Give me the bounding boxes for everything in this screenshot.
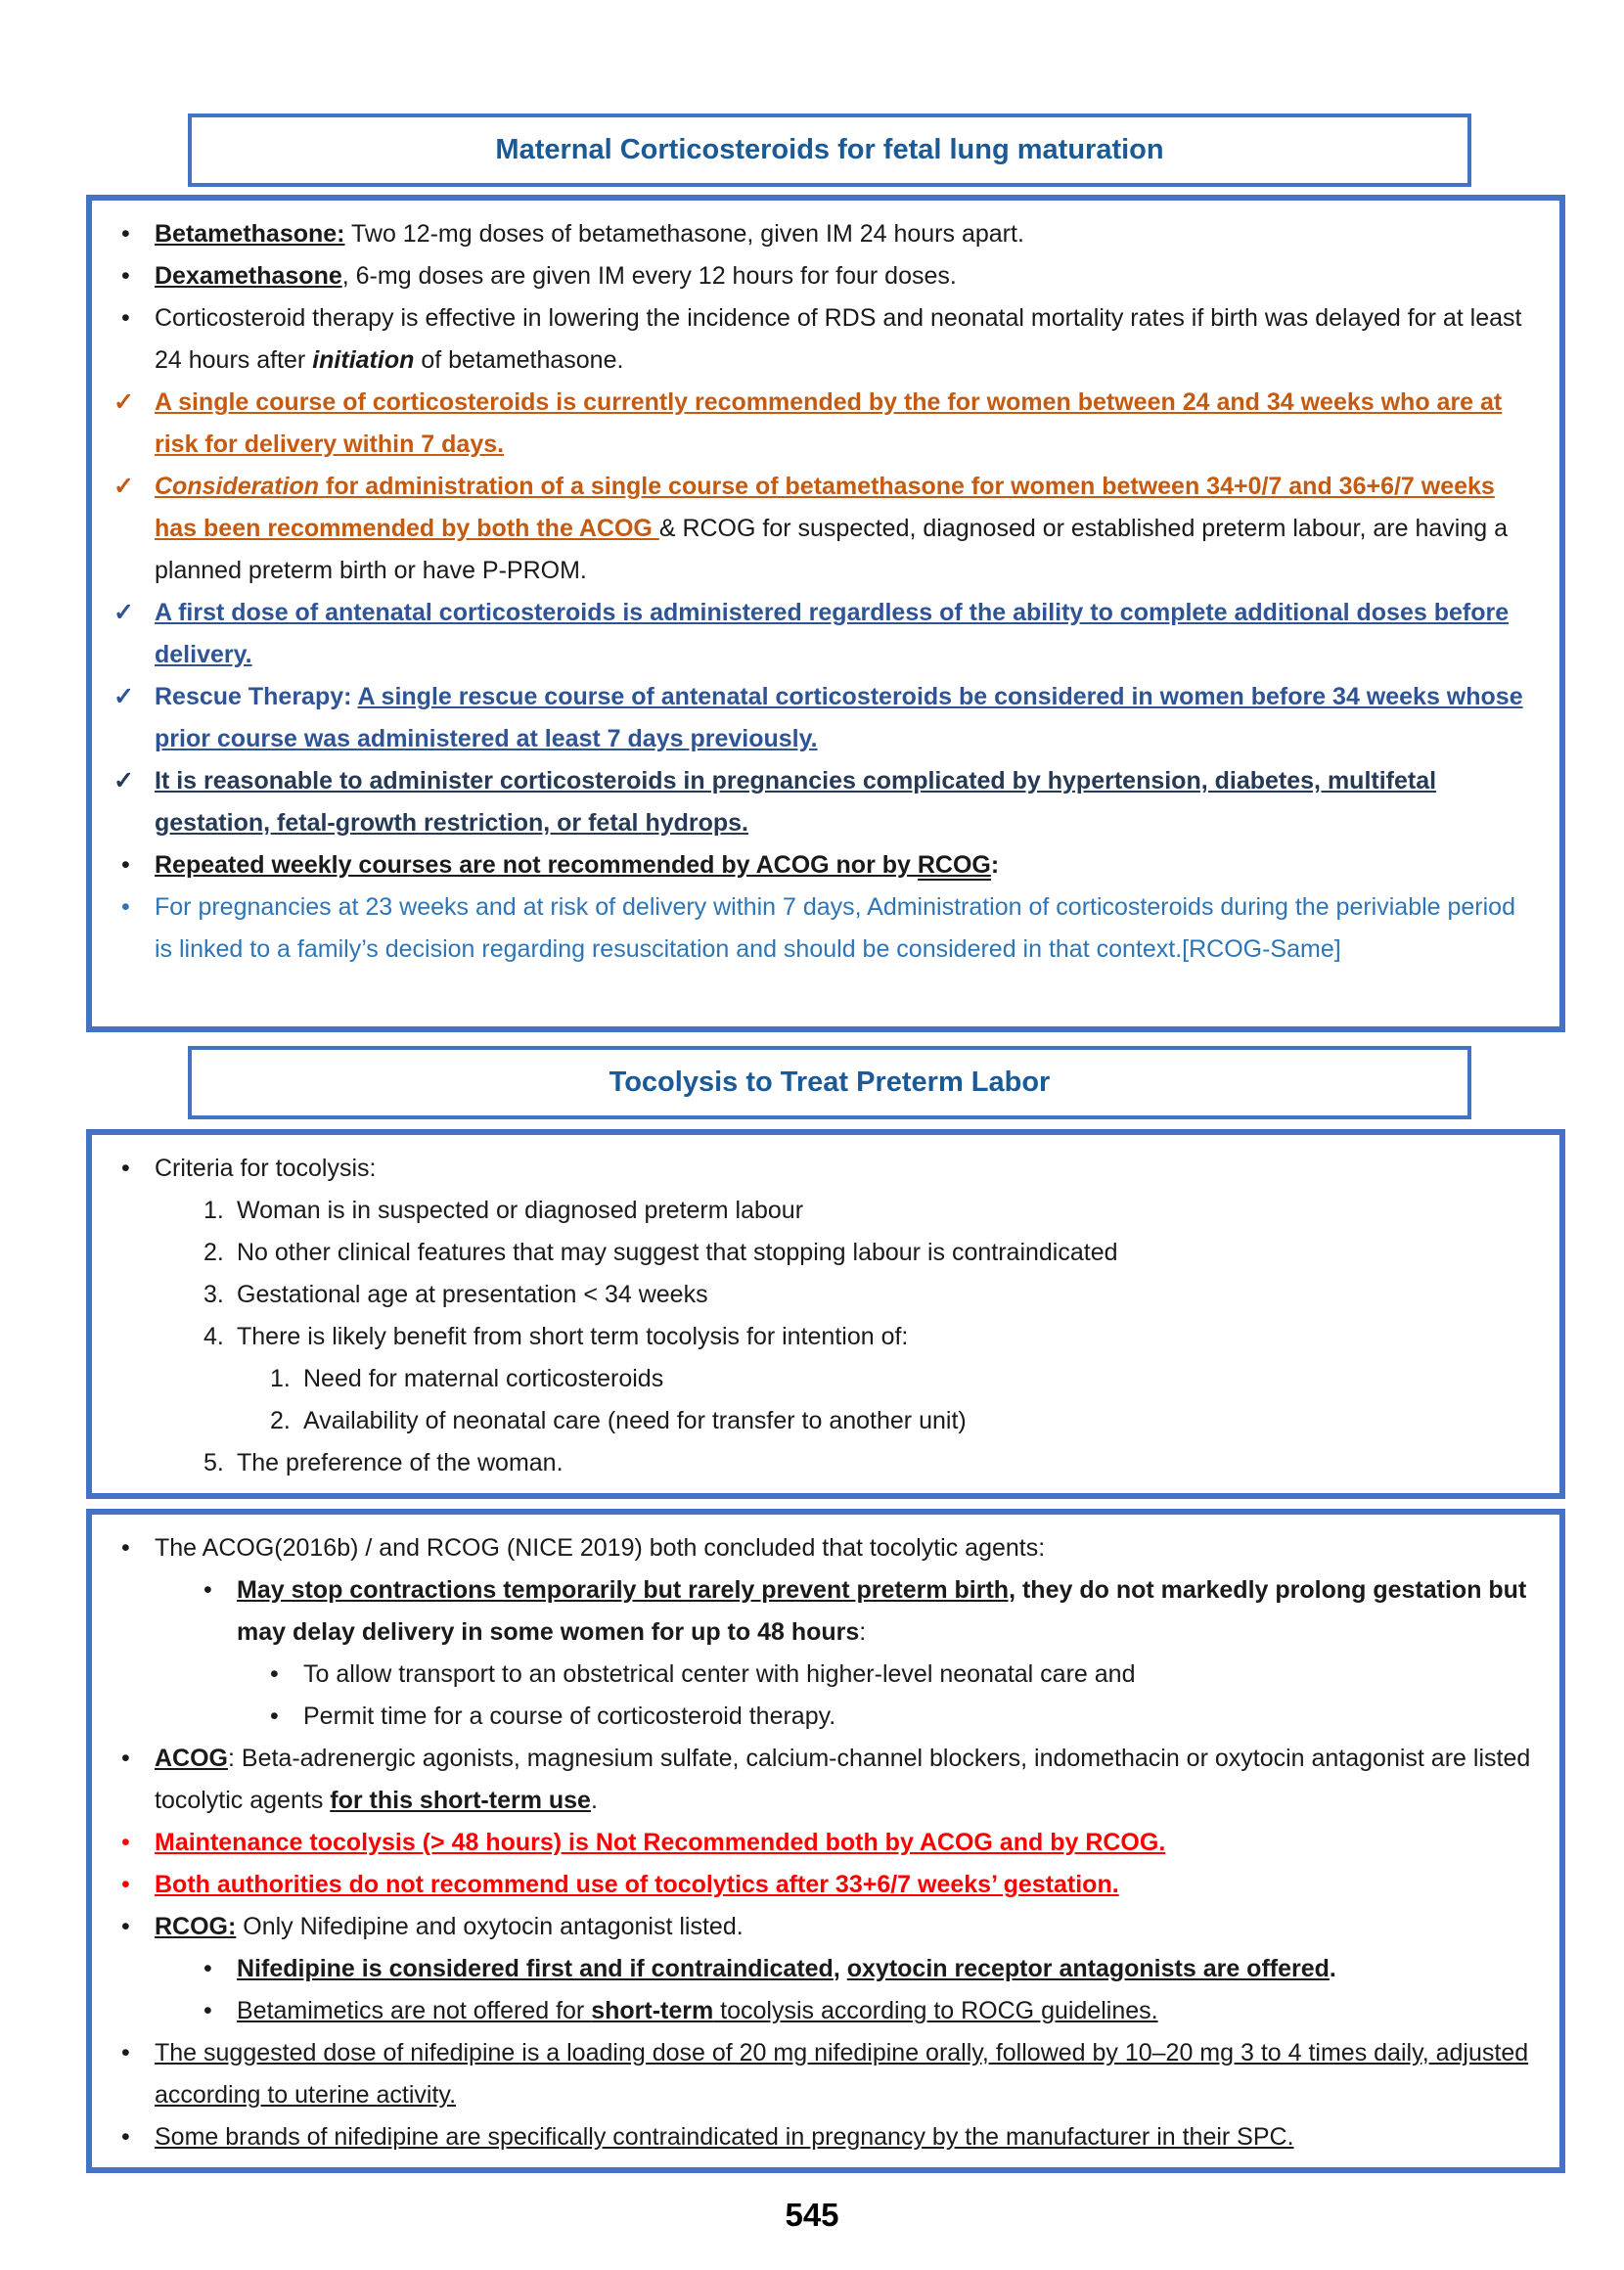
bullet-icon: •	[121, 304, 130, 332]
list-item-text	[303, 1654, 1534, 1696]
list-item	[110, 297, 1534, 382]
bullet-icon: •	[121, 262, 130, 290]
text-segment: , 6-mg doses are given IM every 12 hours for four doses.	[341, 262, 957, 290]
text-segment: Betamimetics are not offered for	[237, 1997, 592, 2024]
text-segment: Corticosteroid therapy is effective in lowering the incidence of RDS and neonatal mortality rates if birth was delayed for at least 24 hours after	[155, 304, 1522, 374]
list-item-text	[237, 1442, 1534, 1484]
text-segment: they do not markedly prolong gestation but may delay delivery in some women for up to 48 hours	[237, 1576, 1527, 1646]
bullet-icon: •	[121, 851, 130, 879]
list-item	[110, 1990, 1534, 2032]
text-segment: :	[990, 851, 1000, 879]
check-icon: ✓	[113, 599, 134, 626]
text-segment: May stop contractions temporarily but rarely prevent preterm birth,	[237, 1576, 1016, 1604]
bullet-icon: •	[121, 1829, 130, 1856]
list-item	[110, 1274, 1534, 1316]
list-item	[110, 844, 1534, 886]
text-segment: A single course of corticosteroids is currently recommended by the for women between 24 and 34 weeks who are at risk for delivery within 7 days.	[155, 388, 1503, 458]
list-item	[110, 1527, 1534, 1569]
list-item-text	[155, 592, 1534, 676]
text-segment: Criteria for tocolysis:	[155, 1155, 377, 1182]
text-segment: There is likely benefit from short term tocolysis for intention of:	[237, 1323, 909, 1350]
bullet-icon: •	[121, 1745, 130, 1772]
list-item-text	[155, 1864, 1534, 1906]
text-segment: Woman is in suspected or diagnosed preterm labour	[237, 1197, 804, 1224]
corticosteroids-content-box	[86, 195, 1565, 1032]
check-icon: ✓	[113, 767, 134, 794]
list-item	[110, 2116, 1534, 2158]
section-title-tocolysis: Tocolysis to Treat Preterm Labor	[188, 1046, 1471, 1119]
text-segment: No other clinical features that may suggest that stopping labour is contraindicated	[237, 1239, 1118, 1266]
bullet-icon: 5.	[203, 1449, 224, 1476]
bullet-icon: •	[121, 1913, 130, 1940]
text-segment: The preference of the woman.	[237, 1449, 564, 1476]
list-item-text	[237, 1190, 1534, 1232]
list-item-text	[155, 255, 1534, 297]
text-segment: for this short-term use	[330, 1787, 591, 1814]
text-segment: Dexamethasone	[155, 262, 342, 290]
list-item	[110, 1906, 1534, 1948]
list-item-text	[237, 1316, 1534, 1358]
text-segment: The suggested dose of nifedipine is a loading dose of 20 mg nifedipine orally, followed by 10–20 mg 3 to 4 times daily, adjusted according to uterine activity.	[155, 2039, 1529, 2109]
list-item-text	[155, 844, 1534, 886]
text-segment: Availability of neonatal care (need for transfer to another unit)	[303, 1407, 967, 1434]
list-item	[110, 1148, 1534, 1190]
text-segment: :	[859, 1618, 867, 1646]
list-item	[110, 760, 1534, 844]
list-item	[110, 1822, 1534, 1864]
list-item	[110, 1654, 1534, 1696]
page-number: 545	[785, 2197, 839, 2233]
list-item-text	[237, 1948, 1534, 1990]
section-title-maternal-corticosteroids: Maternal Corticosteroids for fetal lung maturation	[188, 114, 1471, 187]
bullet-icon: 4.	[203, 1323, 224, 1350]
list-item	[110, 1442, 1534, 1484]
text-segment: Nifedipine is considered first and if contraindicated	[237, 1955, 834, 1982]
list-item	[110, 592, 1534, 676]
list-item-text	[155, 1822, 1534, 1864]
list-item	[110, 255, 1534, 297]
list-item-text	[155, 213, 1534, 255]
text-segment: It is reasonable to administer corticosteroids in pregnancies complicated by hypertension, diabetes, multifetal gestation, fetal-growth restriction, or fetal hydrops.	[155, 767, 1437, 837]
list-item-text	[303, 1400, 1534, 1442]
list-item	[110, 1232, 1534, 1274]
text-segment: .	[1329, 1955, 1336, 1982]
check-icon: ✓	[113, 388, 134, 416]
text-segment: Rescue Therapy:	[155, 683, 358, 710]
list-item-text	[155, 2032, 1534, 2116]
text-segment: A single rescue course of antenatal corticosteroids be considered in women before 34 weeks whose prior course was administered at least 7 days previously.	[155, 683, 1523, 752]
list-item	[110, 1948, 1534, 1990]
list-item	[110, 1316, 1534, 1358]
text-segment: Two 12-mg doses of betamethasone, given IM 24 hours apart.	[344, 220, 1024, 248]
bullet-icon: •	[121, 2039, 130, 2066]
text-segment: ,	[833, 1955, 847, 1982]
list-item-text	[303, 1358, 1534, 1400]
list-item	[110, 466, 1534, 592]
check-icon: ✓	[113, 473, 134, 500]
list-item	[110, 1358, 1534, 1400]
bullet-icon: •	[203, 1997, 212, 2024]
text-segment: .	[590, 1787, 598, 1814]
list-item-text	[155, 1148, 1534, 1190]
list-item	[110, 2032, 1534, 2116]
list-item-text	[155, 2116, 1534, 2158]
bullet-icon: •	[203, 1955, 212, 1982]
list-item-text	[155, 1527, 1534, 1569]
list-item-text	[155, 382, 1534, 466]
text-segment: A first dose of antenatal corticosteroids is administered regardless of the ability to complete additional doses before delivery.	[155, 599, 1510, 668]
tocolytic-agents-box	[86, 1509, 1565, 2173]
text-segment: Consideration	[155, 473, 320, 500]
list-item	[110, 676, 1534, 760]
bullet-icon: 3.	[203, 1281, 224, 1308]
text-segment: oxytocin receptor antagonists are offered	[846, 1955, 1330, 1982]
bullet-icon: •	[121, 1534, 130, 1562]
list-item-text	[155, 1906, 1534, 1948]
text-segment: Both authorities do not recommend use of tocolytics after 33+6/7 weeks’ gestation.	[155, 1871, 1119, 1898]
text-segment: To allow transport to an obstetrical center with higher-level neonatal care and	[303, 1660, 1136, 1688]
list-item	[110, 886, 1534, 971]
text-segment: The ACOG(2016b) / and RCOG (NICE 2019) both concluded that tocolytic agents:	[155, 1534, 1046, 1562]
text-segment: RCOG:	[155, 1913, 237, 1940]
text-segment: Permit time for a course of corticosteroid therapy.	[303, 1702, 836, 1730]
list-item-text	[155, 676, 1534, 760]
text-segment: Repeated weekly courses are not recommended by ACOG nor by	[155, 851, 918, 879]
text-segment: Need for maternal corticosteroids	[303, 1365, 664, 1392]
list-item-text	[237, 1569, 1534, 1654]
bullet-icon: 2.	[203, 1239, 224, 1266]
text-segment: short-term	[591, 1997, 714, 2024]
list-item	[110, 1400, 1534, 1442]
bullet-icon: •	[121, 220, 130, 248]
text-segment: of betamethasone.	[414, 346, 624, 374]
text-segment: initiation	[312, 346, 415, 374]
list-item-text	[237, 1274, 1534, 1316]
list-item	[110, 382, 1534, 466]
text-segment: RCOG	[917, 851, 991, 879]
list-item	[110, 1569, 1534, 1654]
text-segment: Maintenance tocolysis (> 48 hours) is Not Recommended both by ACOG and by RCOG.	[155, 1829, 1166, 1856]
text-segment: ACOG	[155, 1745, 228, 1772]
text-segment: for administration of a single course of betamethasone for women between 34+0/7 and 36+6/7 weeks has been recommended by both the ACOG	[155, 473, 1495, 542]
text-segment: Betamethasone:	[155, 220, 345, 248]
list-item-text	[155, 297, 1534, 382]
bullet-icon: 1.	[203, 1197, 224, 1224]
bullet-icon: 1.	[270, 1365, 291, 1392]
bullet-icon: •	[270, 1660, 279, 1688]
list-item	[110, 213, 1534, 255]
bullet-icon: •	[121, 893, 130, 921]
tocolysis-criteria-box	[86, 1129, 1565, 1499]
text-segment: For pregnancies at 23 weeks and at risk of delivery within 7 days, Administration of corticosteroids during the periviable period is linked to a family’s decision regarding resuscitation and should be considered in that context.[RCOG-Same]	[155, 893, 1515, 963]
list-item-text	[155, 760, 1534, 844]
list-item	[110, 1190, 1534, 1232]
bullet-icon: •	[121, 1155, 130, 1182]
list-item-text	[155, 886, 1534, 971]
check-icon: ✓	[113, 683, 134, 710]
list-item-text	[303, 1696, 1534, 1738]
list-item	[110, 1696, 1534, 1738]
list-item-text	[155, 466, 1534, 592]
bullet-icon: •	[121, 1871, 130, 1898]
list-item-text	[155, 1738, 1534, 1822]
list-item	[110, 1864, 1534, 1906]
bullet-icon: 2.	[270, 1407, 291, 1434]
bullet-icon: •	[203, 1576, 212, 1604]
bullet-icon: •	[270, 1702, 279, 1730]
text-segment: Only Nifedipine and oxytocin antagonist listed.	[236, 1913, 744, 1940]
text-segment: Some brands of nifedipine are specifically contraindicated in pregnancy by the manufacturer in their SPC.	[155, 2123, 1294, 2151]
text-segment: Gestational age at presentation < 34 weeks	[237, 1281, 708, 1308]
list-item	[110, 1738, 1534, 1822]
list-item-text	[237, 1990, 1534, 2032]
text-segment: : Beta-adrenergic agonists, magnesium sulfate, calcium-channel blockers, indomethacin or oxytocin antagonist are listed tocolytic agents	[155, 1745, 1531, 1814]
text-segment: & RCOG for suspected, diagnosed or established preterm labour, are having a planned preterm birth or have P-PROM.	[155, 515, 1508, 584]
text-segment: tocolysis according to ROCG guidelines.	[713, 1997, 1158, 2024]
bullet-icon: •	[121, 2123, 130, 2151]
list-item-text	[237, 1232, 1534, 1274]
